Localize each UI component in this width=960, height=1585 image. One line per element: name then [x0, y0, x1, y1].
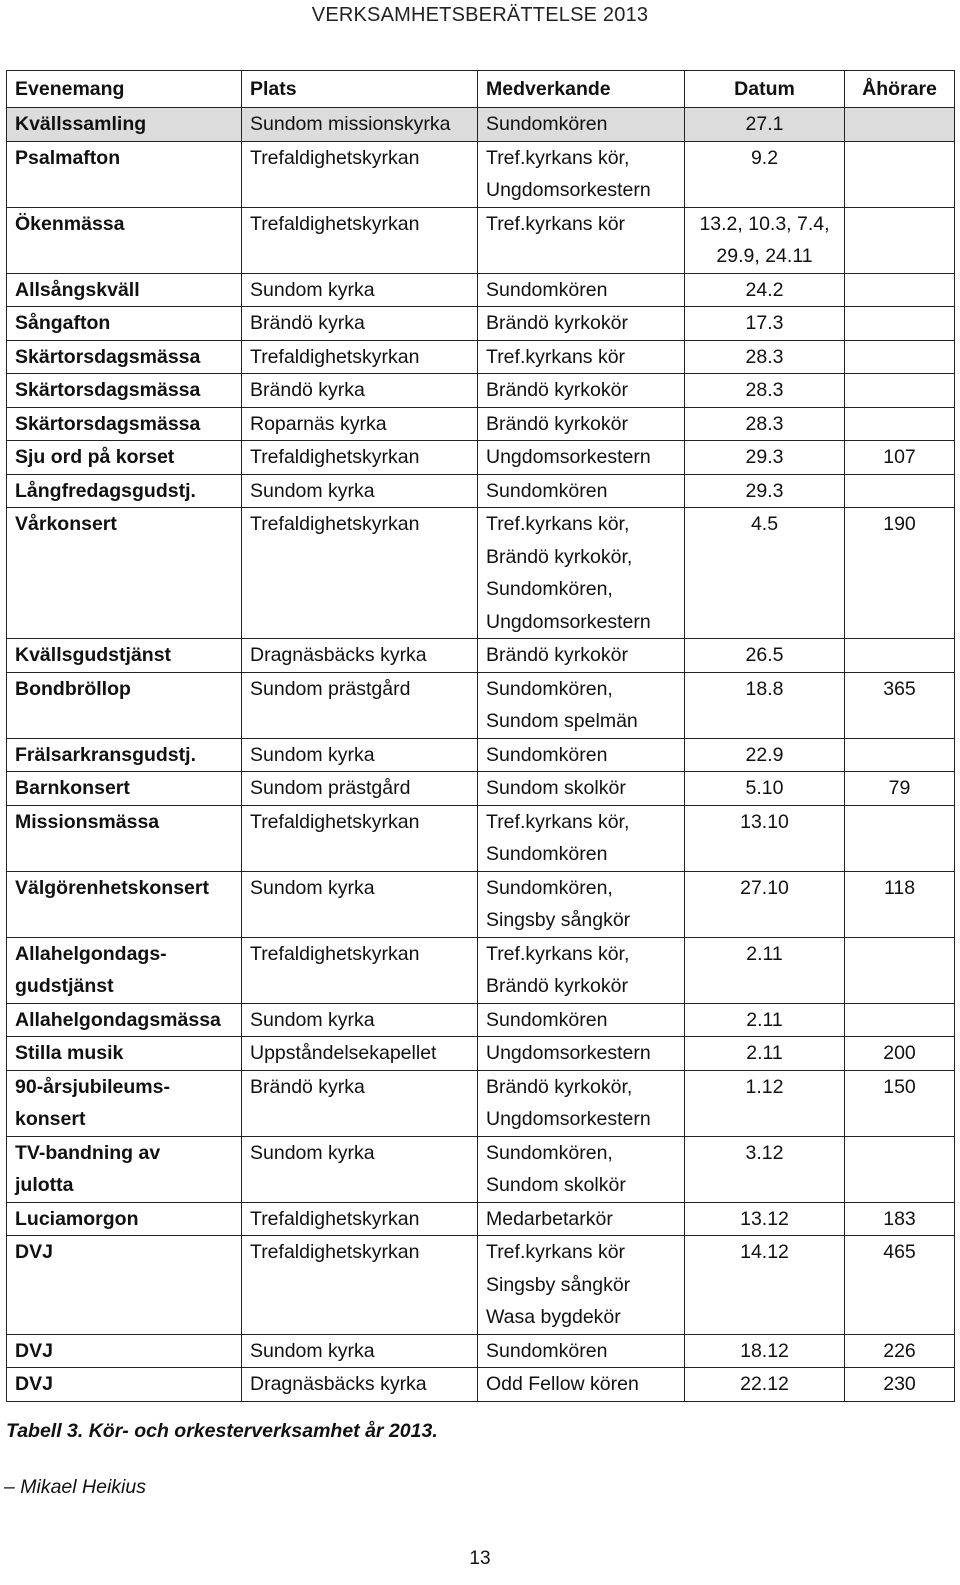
cell-event — [7, 1070, 242, 1136]
cell-place-line: Sundom kyrka — [250, 479, 375, 502]
cell-event-line: gudstjänst — [15, 975, 114, 997]
cell-place — [242, 374, 478, 408]
table-row — [7, 340, 955, 374]
cell-performers — [478, 639, 685, 673]
cell-performers-line: Ungdomsorkestern — [486, 446, 651, 468]
table-row — [7, 141, 955, 207]
cell-performers-line: Ungdomsorkestern — [486, 610, 651, 633]
cell-place — [242, 307, 478, 341]
cell-event-line: julotta — [15, 1174, 74, 1196]
cell-performers-line: Brändö kyrkokör — [486, 975, 628, 997]
cell-event-line: Långfredagsgudstj. — [15, 479, 196, 502]
table-row — [7, 273, 955, 307]
events-table — [6, 70, 955, 1402]
cell-performers-line: Sundomkören — [486, 113, 608, 135]
cell-date-line: 26.5 — [745, 644, 784, 666]
cell-performers-line: Brändö kyrkokör — [486, 379, 628, 401]
cell-performers-line: Brändö kyrkokör — [486, 644, 628, 666]
cell-performers-line: Brändö kyrkokör — [486, 312, 628, 334]
cell-place-line: Sundom prästgård — [250, 777, 411, 799]
table-row — [7, 871, 955, 937]
cell-place-line: Trefaldighetskyrkan — [250, 513, 420, 535]
cell-performers-line: Brändö kyrkokör, — [486, 545, 633, 568]
cell-date-line: 27.10 — [740, 876, 789, 899]
cell-performers-line: Sundomkören — [486, 843, 608, 865]
cell-event-line: DVJ — [15, 1339, 53, 1362]
cell-place — [242, 508, 478, 639]
cell-performers — [478, 1202, 685, 1236]
cell-performers-line: Sundomkören — [486, 278, 608, 301]
cell-place-line: Brändö kyrka — [250, 1075, 365, 1098]
cell-place — [242, 108, 478, 142]
cell-audience: 226 — [845, 1334, 955, 1368]
cell-event — [7, 1136, 242, 1202]
cell-date — [685, 937, 845, 1003]
cell-place-line: Trefaldighetskyrkan — [250, 810, 420, 833]
cell-performers-line: Sundomkören, — [486, 876, 613, 899]
cell-audience: 365 — [845, 672, 955, 738]
cell-performers — [478, 307, 685, 341]
cell-audience — [845, 805, 955, 871]
cell-place-line: Sundom kyrka — [250, 1008, 375, 1031]
cell-event-line: Välgörenhetskonsert — [15, 876, 209, 899]
cell-performers-line: Sundomkören, — [486, 578, 613, 600]
cell-event-line: Bondbröllop — [15, 677, 131, 700]
table-caption: Tabell 3. Kör- och orkesterverksamhet år 2013. — [6, 1420, 438, 1442]
cell-place — [242, 672, 478, 738]
cell-performers-line: Ungdomsorkestern — [486, 179, 651, 201]
cell-event — [7, 1037, 242, 1071]
table-row — [7, 108, 955, 142]
cell-event — [7, 108, 242, 142]
cell-event — [7, 474, 242, 508]
table-row — [7, 937, 955, 1003]
cell-place — [242, 937, 478, 1003]
cell-performers-line: Singsby sångkör — [486, 1273, 631, 1296]
cell-audience — [845, 639, 955, 673]
cell-event — [7, 871, 242, 937]
cell-performers — [478, 474, 685, 508]
cell-date-line: 18.8 — [745, 677, 784, 700]
cell-date-line: 18.12 — [740, 1339, 789, 1362]
cell-performers — [478, 441, 685, 475]
cell-event — [7, 307, 242, 341]
cell-performers — [478, 1368, 685, 1402]
cell-event-line: Sju ord på korset — [15, 446, 175, 468]
cell-place-line: Trefaldighetskyrkan — [250, 942, 420, 965]
cell-date — [685, 508, 845, 639]
cell-performers — [478, 207, 685, 273]
cell-audience: 107 — [845, 441, 955, 475]
cell-date — [685, 474, 845, 508]
cell-event — [7, 1236, 242, 1335]
cell-date — [685, 340, 845, 374]
cell-performers-line: Sundomkören, — [486, 677, 613, 700]
cell-performers — [478, 772, 685, 806]
cell-date-line: 24.2 — [745, 278, 784, 301]
cell-date — [685, 108, 845, 142]
cell-performers — [478, 871, 685, 937]
cell-audience — [845, 937, 955, 1003]
cell-event-line: Frälsarkransgudstj. — [15, 743, 196, 766]
cell-place-line: Trefaldighetskyrkan — [250, 446, 420, 468]
table-row — [7, 738, 955, 772]
cell-audience — [845, 1136, 955, 1202]
cell-audience — [845, 1003, 955, 1037]
cell-date-line: 22.12 — [740, 1373, 789, 1395]
table-row — [7, 1202, 955, 1236]
cell-event — [7, 738, 242, 772]
cell-date-line: 29.3 — [745, 479, 784, 502]
cell-date-line: 5.10 — [745, 777, 784, 799]
cell-audience — [845, 474, 955, 508]
cell-place-line: Dragnäsbäcks kyrka — [250, 644, 427, 666]
cell-place-line: Trefaldighetskyrkan — [250, 146, 420, 169]
cell-audience: 183 — [845, 1202, 955, 1236]
cell-event — [7, 508, 242, 639]
cell-audience: 118 — [845, 871, 955, 937]
table-header-row — [7, 71, 955, 108]
table-row — [7, 508, 955, 639]
cell-place — [242, 1037, 478, 1071]
cell-audience — [845, 207, 955, 273]
cell-place — [242, 1070, 478, 1136]
cell-performers-line: Wasa bygdekör — [486, 1306, 621, 1328]
cell-date-line: 28.3 — [745, 412, 784, 435]
column-header-place: Plats — [242, 71, 478, 108]
cell-place — [242, 207, 478, 273]
cell-performers-line: Sundomkören — [486, 743, 608, 766]
cell-place-line: Trefaldighetskyrkan — [250, 1241, 420, 1263]
cell-date — [685, 639, 845, 673]
table-row — [7, 407, 955, 441]
cell-event-line: Kvällssamling — [15, 113, 147, 135]
cell-place-line: Sundom kyrka — [250, 278, 375, 301]
cell-event — [7, 207, 242, 273]
cell-date-line: 17.3 — [745, 312, 784, 334]
cell-event-line: DVJ — [15, 1373, 53, 1395]
table-row — [7, 441, 955, 475]
cell-date — [685, 1334, 845, 1368]
cell-performers — [478, 1003, 685, 1037]
cell-event-line: Sångafton — [15, 312, 111, 334]
cell-event — [7, 1003, 242, 1037]
cell-event-line: Missionsmässa — [15, 810, 160, 833]
cell-date-line: 13.12 — [740, 1207, 789, 1230]
cell-event-line: Skärtorsdagsmässa — [15, 412, 201, 435]
cell-performers-line: Tref.kyrkans kör, — [486, 942, 630, 965]
table-row — [7, 639, 955, 673]
cell-date-line: 13.2, 10.3, 7.4, — [699, 212, 830, 235]
table-row — [7, 1037, 955, 1071]
cell-place — [242, 273, 478, 307]
cell-performers-line: Sundomkören — [486, 479, 608, 502]
cell-performers — [478, 508, 685, 639]
cell-event-line: DVJ — [15, 1241, 53, 1263]
cell-date — [685, 805, 845, 871]
cell-performers — [478, 937, 685, 1003]
cell-event — [7, 772, 242, 806]
cell-date-line: 13.10 — [740, 810, 789, 833]
cell-place-line: Brändö kyrka — [250, 312, 365, 334]
cell-event — [7, 1334, 242, 1368]
cell-performers-line: Tref.kyrkans kör — [486, 345, 626, 368]
cell-date-line: 14.12 — [740, 1241, 789, 1263]
cell-performers — [478, 738, 685, 772]
table-body — [7, 108, 955, 1402]
cell-event-line: Luciamorgon — [15, 1207, 139, 1230]
cell-event — [7, 1202, 242, 1236]
cell-event-line: Allahelgondagsmässa — [15, 1008, 221, 1031]
table-row — [7, 307, 955, 341]
cell-date-line: 28.3 — [745, 379, 784, 401]
cell-date — [685, 1368, 845, 1402]
cell-performers — [478, 273, 685, 307]
cell-date — [685, 1037, 845, 1071]
cell-event-line: Allsångskväll — [15, 278, 140, 301]
cell-performers-line: Tref.kyrkans kör — [486, 212, 626, 235]
cell-place — [242, 639, 478, 673]
cell-event — [7, 407, 242, 441]
cell-place-line: Sundom kyrka — [250, 743, 375, 766]
cell-place — [242, 772, 478, 806]
cell-date — [685, 871, 845, 937]
table-row — [7, 805, 955, 871]
table-row — [7, 1136, 955, 1202]
cell-event-line: konsert — [15, 1108, 86, 1130]
column-header-event: Evenemang — [7, 71, 242, 108]
cell-performers-line: Tref.kyrkans kör, — [486, 513, 630, 535]
table-row — [7, 1334, 955, 1368]
cell-performers — [478, 407, 685, 441]
cell-audience — [845, 273, 955, 307]
cell-date — [685, 273, 845, 307]
cell-place-line: Sundom kyrka — [250, 1141, 375, 1164]
cell-performers — [478, 672, 685, 738]
cell-place-line: Trefaldighetskyrkan — [250, 345, 420, 368]
cell-audience: 190 — [845, 508, 955, 639]
author-signature: – Mikael Heikius — [4, 1476, 146, 1498]
document-header: VERKSAMHETSBERÄTTELSE 2013 — [311, 4, 649, 26]
cell-place — [242, 738, 478, 772]
table-row — [7, 1236, 955, 1335]
cell-date-line: 29.3 — [745, 446, 784, 468]
cell-performers — [478, 1136, 685, 1202]
cell-performers-line: Sundom skolkör — [486, 777, 626, 799]
cell-place — [242, 1003, 478, 1037]
cell-audience: 150 — [845, 1070, 955, 1136]
table-row — [7, 1070, 955, 1136]
cell-date-line: 2.11 — [746, 1008, 783, 1031]
cell-date — [685, 1136, 845, 1202]
cell-place — [242, 1202, 478, 1236]
cell-audience — [845, 374, 955, 408]
cell-performers-line: Brändö kyrkokör — [486, 412, 628, 435]
cell-performers-line: Medarbetarkör — [486, 1207, 613, 1230]
cell-date — [685, 738, 845, 772]
cell-place-line: Sundom missionskyrka — [250, 113, 451, 135]
cell-performers-line: Tref.kyrkans kör — [486, 1241, 626, 1263]
cell-event-line: Ökenmässa — [15, 212, 125, 235]
cell-place-line: Dragnäsbäcks kyrka — [250, 1373, 427, 1395]
cell-place-line: Sundom kyrka — [250, 876, 375, 899]
cell-performers — [478, 340, 685, 374]
cell-place — [242, 1136, 478, 1202]
cell-audience: 465 — [845, 1236, 955, 1335]
cell-performers — [478, 1334, 685, 1368]
table-row — [7, 207, 955, 273]
cell-performers — [478, 108, 685, 142]
cell-event — [7, 937, 242, 1003]
cell-event-line: Skärtorsdagsmässa — [15, 345, 201, 368]
cell-place — [242, 871, 478, 937]
cell-event-line: Skärtorsdagsmässa — [15, 379, 201, 401]
cell-audience — [845, 108, 955, 142]
cell-place-line: Roparnäs kyrka — [250, 412, 387, 435]
cell-performers-line: Odd Fellow kören — [486, 1373, 639, 1395]
column-header-date: Datum — [685, 71, 845, 108]
cell-performers-line: Tref.kyrkans kör, — [486, 810, 630, 833]
cell-performers — [478, 374, 685, 408]
cell-place-line: Sundom kyrka — [250, 1339, 375, 1362]
cell-date — [685, 141, 845, 207]
cell-place — [242, 1368, 478, 1402]
table-row — [7, 1368, 955, 1402]
cell-performers-line: Sundomkören — [486, 1008, 608, 1031]
cell-place — [242, 805, 478, 871]
cell-date — [685, 1003, 845, 1037]
cell-place-line: Sundom prästgård — [250, 677, 411, 700]
cell-event — [7, 374, 242, 408]
table-row — [7, 474, 955, 508]
cell-performers — [478, 141, 685, 207]
cell-place-line: Uppståndelsekapellet — [250, 1042, 437, 1064]
cell-place — [242, 441, 478, 475]
cell-performers-line: Ungdomsorkestern — [486, 1042, 651, 1064]
cell-place — [242, 340, 478, 374]
cell-date — [685, 772, 845, 806]
cell-event — [7, 340, 242, 374]
cell-date-line: 28.3 — [745, 345, 784, 368]
cell-performers-line: Sundom skolkör — [486, 1174, 626, 1196]
cell-event-line: Psalmafton — [15, 146, 121, 169]
cell-date-line: 1.12 — [745, 1075, 784, 1098]
cell-performers — [478, 1037, 685, 1071]
cell-date-line: 3.12 — [745, 1141, 784, 1164]
cell-place-line: Trefaldighetskyrkan — [250, 212, 420, 235]
table-row — [7, 772, 955, 806]
cell-event-line: Barnkonsert — [15, 777, 130, 799]
cell-place — [242, 1236, 478, 1335]
cell-audience — [845, 407, 955, 441]
cell-audience — [845, 141, 955, 207]
column-header-performers: Medverkande — [478, 71, 685, 108]
cell-event — [7, 805, 242, 871]
cell-performers — [478, 1236, 685, 1335]
cell-event-line: Stilla musik — [15, 1042, 124, 1064]
cell-performers — [478, 1070, 685, 1136]
cell-performers-line: Sundomkören, — [486, 1141, 613, 1164]
cell-place-line: Trefaldighetskyrkan — [250, 1207, 420, 1230]
cell-place — [242, 474, 478, 508]
cell-date — [685, 407, 845, 441]
cell-date-line: 27.1 — [745, 113, 784, 135]
cell-event-line: Vårkonsert — [15, 513, 117, 535]
cell-audience — [845, 307, 955, 341]
table-row — [7, 1003, 955, 1037]
cell-place — [242, 407, 478, 441]
cell-performers — [478, 805, 685, 871]
table-row — [7, 672, 955, 738]
cell-performers-line: Ungdomsorkestern — [486, 1108, 651, 1130]
cell-audience — [845, 340, 955, 374]
cell-date — [685, 1070, 845, 1136]
cell-date — [685, 307, 845, 341]
cell-event-line: Kvällsgudstjänst — [15, 644, 172, 666]
cell-date — [685, 374, 845, 408]
cell-place-line: Brändö kyrka — [250, 379, 365, 401]
cell-audience — [845, 738, 955, 772]
cell-audience: 230 — [845, 1368, 955, 1402]
cell-date — [685, 441, 845, 475]
cell-date — [685, 1236, 845, 1335]
column-header-audience: Åhörare — [845, 71, 955, 108]
cell-performers-line: Singsby sångkör — [486, 909, 631, 931]
cell-date-line: 9.2 — [750, 146, 779, 169]
cell-event — [7, 672, 242, 738]
cell-audience: 200 — [845, 1037, 955, 1071]
cell-place — [242, 1334, 478, 1368]
cell-date-line: 29.9, 24.11 — [716, 245, 813, 267]
cell-date-line: 2.11 — [746, 942, 783, 965]
cell-date — [685, 207, 845, 273]
cell-date-line: 2.11 — [746, 1042, 783, 1064]
cell-date-line: 4.5 — [750, 513, 779, 535]
cell-performers-line: Tref.kyrkans kör, — [486, 146, 630, 169]
cell-event — [7, 441, 242, 475]
cell-audience: 79 — [845, 772, 955, 806]
cell-event — [7, 141, 242, 207]
cell-performers-line: Sundomkören — [486, 1339, 608, 1362]
cell-performers-line: Brändö kyrkokör, — [486, 1075, 633, 1098]
cell-date — [685, 672, 845, 738]
cell-event — [7, 273, 242, 307]
cell-date-line: 22.9 — [745, 743, 784, 766]
cell-event — [7, 1368, 242, 1402]
cell-date — [685, 1202, 845, 1236]
cell-event-line: Allahelgondags- — [15, 942, 167, 965]
cell-event-line: 90-årsjubileums- — [15, 1075, 170, 1098]
page-number: 13 — [469, 1548, 491, 1569]
table-row — [7, 374, 955, 408]
cell-performers-line: Sundom spelmän — [486, 710, 638, 732]
cell-event — [7, 639, 242, 673]
cell-event-line: TV-bandning av — [15, 1141, 161, 1164]
cell-place — [242, 141, 478, 207]
